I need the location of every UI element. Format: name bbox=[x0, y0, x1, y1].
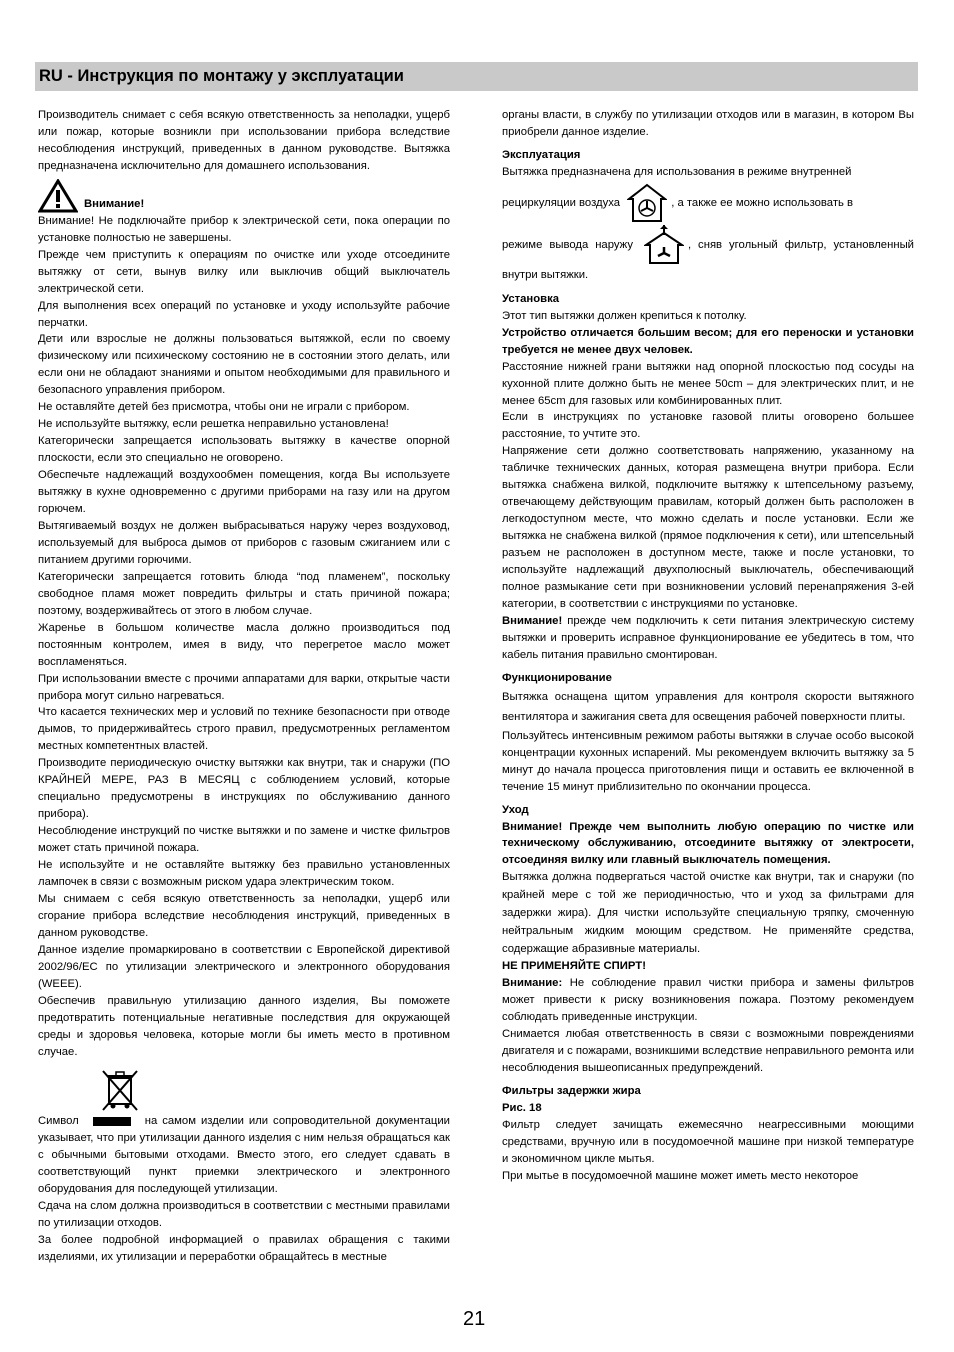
paragraph: Пользуйтесь интенсивным режимом работы вытяжки в случае особо высокой концентрации кухонных испарений. Мы рекомендуем включить вытяжку за 5 минут до начала процесса приготовления пищи и оставить ее включенной в течение 15 минут приблизительно по окончании процесса. bbox=[502, 729, 914, 793]
crossed-bin-icon bbox=[100, 1068, 140, 1113]
weee-symbol-block bbox=[38, 1068, 450, 1113]
paragraph: Несоблюдение инструкций по чистке вытяжки и по замене и чистке фильтров может стать причиной пожара. bbox=[38, 825, 450, 855]
heading-care: Уход bbox=[502, 803, 529, 816]
warning-heading bbox=[38, 179, 450, 213]
paragraph: Снимается любая ответственность в связи с возможными повреждениями двигателя и с пожарами, возникшими вследствие неправильного ремонта или несоблюдения вышеописанных предупреждений. bbox=[502, 1028, 914, 1075]
recirculation-house-icon bbox=[627, 183, 667, 223]
paragraph bbox=[502, 613, 914, 664]
paragraph-rest: Не соблюдение правил чистки прибора и замены фильтров может привести к риску возникновения пожара. Поэтому рекомендуем соблюдать приведенные инструкции. bbox=[502, 977, 914, 1024]
exhaust-text: режиме вывода наружу bbox=[502, 238, 633, 251]
paragraph: Фильтр следует зачищать ежемесячно неагрессивными моющими средствами, вручную или в посудомоечной машине при низкой температуре и экономичном цикле мытья. bbox=[502, 1118, 914, 1165]
symbol-text: на самом изделии или сопроводительной документации указывает, что при утилизации данного изделия с ним нельзя обращаться как с обычными бытовыми отходами. Вместо этого, его следует сдавать в соответствующий пункт приемки электрического и электронного оборудования для последующей утилизации. bbox=[38, 1115, 450, 1196]
exhaust-line bbox=[502, 225, 914, 285]
bold-lead: Внимание: bbox=[502, 977, 563, 990]
symbol-word: Символ bbox=[38, 1115, 79, 1128]
paragraph: Вытяжка предназначена для использования в режиме внутренней bbox=[502, 165, 852, 178]
left-column bbox=[38, 107, 450, 1266]
figure-reference: Рис. 18 bbox=[502, 1101, 542, 1114]
paragraph: Для выполнения всех операций по установке и уходу используйте рабочие перчатки. bbox=[38, 299, 450, 329]
paragraph: При использовании вместе с прочими аппаратами для варки, открытые части прибора могут сильно нагреваться. bbox=[38, 672, 450, 702]
bold-paragraph: Внимание! Прежде чем выполнить любую операцию по чистке или техническому обслуживанию, отсоедините вытяжку от электросети, отсоединяя вилку или главный выключатель помещения. bbox=[502, 820, 914, 867]
symbol-paragraph bbox=[38, 1113, 450, 1198]
continued-paragraph: органы власти, в службу по утилизации отходов или в магазин, в котором Вы приобрели данное изделие. bbox=[502, 109, 914, 138]
paragraph: Напряжение сети должно соответствовать напряжению, указанному на табличке технических данных, которая размещена внутри прибора. Если вытяжка снабжена вилкой, подключите вытяжку к штепсельному разъему, отвечающему действующим правилам, который должен быть расположен в легкодоступном месте, что можно сделать и после установки. Если же вытяжка не снабжена вилкой (прямое подключения к сети), или штепсельный разъем не расположен в доступном месте, также и после установки, то используйте надлежащий двухполюсный выключатель, обеспечивающий полное размыкание сети при возникновении условий перенапряжения 3-ей категории, в соответствии с инструкциями по установке. bbox=[502, 445, 914, 610]
heading-functioning: Функционирование bbox=[502, 671, 612, 684]
paragraph: Этот тип вытяжки должен крепиться к потолку. bbox=[502, 309, 747, 322]
paragraph: Дети или взрослые не должны пользоваться вытяжкой, если по своему физическому или психическому состоянию не в состоянии этого делать, или если они не обладают знаниями и опытом необходимыми для правильного и безопасного управления прибором. bbox=[38, 333, 450, 397]
paragraph: Вытяжка оснащена щитом управления для контроля скорости вытяжного вентилятора и зажигания света для освещения рабочей поверхности плиты. bbox=[502, 690, 914, 724]
paragraph: Прежде чем приступить к операциям по очистке или уходе отсоедините вытяжку от сети, вынув вилку или выключив общий выключатель электрической сети. bbox=[38, 248, 450, 295]
right-column bbox=[502, 107, 914, 1185]
exhaust-house-icon bbox=[644, 225, 684, 265]
section-header-bar bbox=[35, 62, 918, 91]
warning-label: Внимание! bbox=[84, 197, 145, 210]
paragraph: За более подробной информацией о правилах обращения с такими изделиями, их утилизации и переработки обращайтесь в местные bbox=[38, 1234, 450, 1264]
paragraph: Производите периодическую очистку вытяжки как внутри, так и снаружи (ПО КРАЙНЕЙ МЕРЕ, РАЗ В МЕСЯЦ с соблюдением условий, которые специально предусмотрены в инструкциях по обслуживанию данного прибора). bbox=[38, 757, 450, 821]
paragraph: Вытягиваемый воздух не должен выбрасываться наружу через воздуховод, используемый для выброса дымов от приборов с газовым сжиганием или с питанием другими горючими. bbox=[38, 519, 450, 566]
paragraph: Внимание! Не подключайте прибор к электрической сети, пока операции по установке полностью не завершены. bbox=[38, 214, 450, 244]
bold-paragraph: НЕ ПРИМЕНЯЙТЕ СПИРТ! bbox=[502, 960, 646, 973]
exhaust-text-tail: , сняв угольный фильтр, установленный внутри вытяжки. bbox=[502, 238, 914, 281]
paragraph: Мы снимаем с себя всякую ответственность за неполадки, ущерб или сгорание прибора вследствие несоблюдения инструкций, приведенных в данном руководстве. bbox=[38, 892, 450, 939]
heading-exploitation: Эксплуатация bbox=[502, 148, 581, 161]
paragraph: При мытье в посудомоечной машине может иметь место некоторое bbox=[502, 1169, 859, 1182]
paragraph: Категорически запрещается использовать вытяжку в качестве опорной плоскости, если это специально не оговорено. bbox=[38, 435, 450, 465]
paragraph: Что касается технических мер и условий по технике безопасности при отводе дымов, то придерживайтесь строго правил, предусмотренных регламентом местных компетентных властей. bbox=[38, 706, 450, 753]
bold-paragraph: Устройство отличается большим весом; для его переноски и установки требуется не менее двух человек. bbox=[502, 326, 914, 356]
recirculation-text-tail: , а также ее можно использовать в bbox=[671, 196, 854, 209]
paragraph: Если в инструкциях по установке газовой плиты оговорено большее расстояние, то учтите это. bbox=[502, 411, 914, 441]
paragraph: Не используйте и не оставляйте вытяжку без правильно установленных лампочек в связи с возможным риском удара электрическим током. bbox=[38, 859, 450, 888]
paragraph bbox=[502, 975, 914, 1026]
paragraph: Жаренье в большом количестве масла должно производиться под постоянным контролем, имея в виду, что перегретое масло может воспламеняться. bbox=[38, 621, 450, 668]
intro-paragraph: Производитель снимает с себя всякую ответственность за неполадки, ущерб или пожар, которые возникли при использовании прибора вследствие несоблюдения инструкций, приведенных в данном руководстве. Вытяжка предназначена исключительно для домашнего использования. bbox=[38, 109, 450, 172]
section-title: RU - Инструкция по монтажу у эксплуатации bbox=[39, 67, 404, 85]
warning-triangle-icon bbox=[38, 179, 78, 213]
paragraph: Обеспечив правильную утилизацию данного изделия, Вы поможете предотвратить потенциальные негативные последствия для окружающей среды и здоровья человека, которые могли бы иметь место в противном случае. bbox=[38, 994, 450, 1058]
recirculation-line bbox=[502, 183, 914, 223]
paragraph: Вытяжка должна подвергаться частой очистке как внутри, так и снаружи (по крайней мере с той же периодичностью, что и уход за фильтрами для задержки жира). Для чистки используйте специальную тряпку, смоченную нейтральным жидким моющим средством. Не применяйте средства, содержащие абразивные материалы. bbox=[502, 871, 914, 955]
bold-lead: Внимание! bbox=[502, 614, 563, 627]
black-bar-marker bbox=[93, 1117, 131, 1126]
paragraph: Обеспечьте надлежащий воздухообмен помещения, когда Вы используете вытяжку в кухне одновременно с другими приборами на газу или на другом горючем. bbox=[38, 469, 450, 516]
paragraph-rest: прежде чем подключить к сети питания электрическую систему вытяжки и проверить исправное функционирование ее убедитесь в том, что кабель питания правильно смонтирован. bbox=[502, 614, 914, 661]
heading-grease-filters: Фильтры задержки жира bbox=[502, 1085, 641, 1098]
paragraph: Категорически запрещается готовить блюда “под пламенем”, поскольку свободное пламя может повредить фильтры и стать причиной пожара; поэтому, воздерживайтесь от этого в любом случае. bbox=[38, 570, 450, 617]
paragraph: Не используйте вытяжку, если решетка неправильно установлена! bbox=[38, 418, 389, 431]
paragraph: Расстояние нижней грани вытяжки над опорной плоскостью под сосуды на кухонной плите должно быть не менее 50cm – для электрических плит, и не менее 65cm для газовых или комбинированных плит. bbox=[502, 360, 914, 407]
page-number: 21 bbox=[463, 1308, 486, 1330]
heading-installation: Установка bbox=[502, 292, 560, 305]
recirculation-text: рециркуляции воздуха bbox=[502, 196, 621, 209]
paragraph: Сдача на слом должна производиться в соответствии с местными правилами по утилизации отходов. bbox=[38, 1200, 450, 1230]
paragraph: Данное изделие промаркировано в соответствии с Европейской директивой 2002/96/EC по утилизации электрического и электронного оборудования (WEEE). bbox=[38, 943, 450, 990]
paragraph: Не оставляйте детей без присмотра, чтобы они не играли с прибором. bbox=[38, 401, 410, 414]
